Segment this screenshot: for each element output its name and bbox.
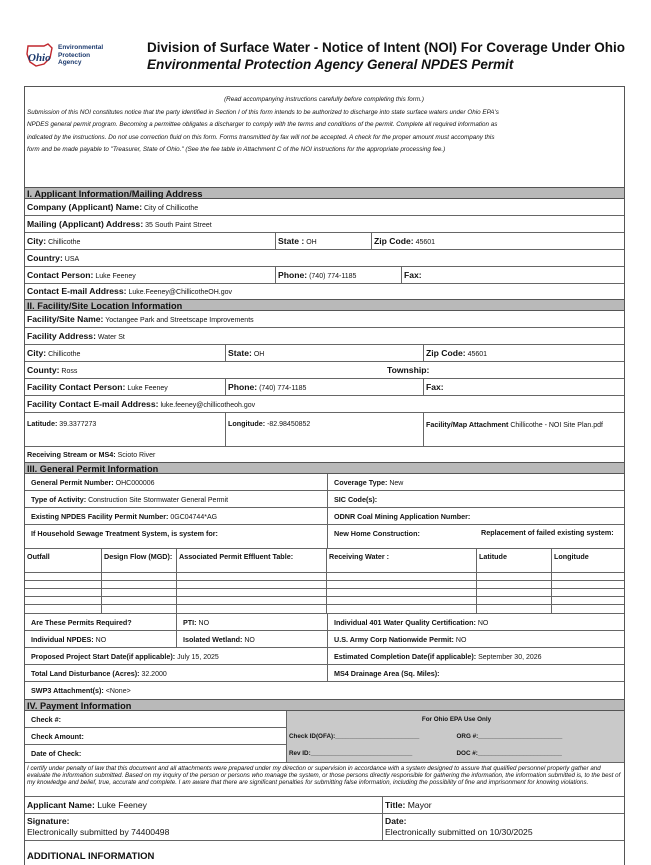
ms4-area-label: MS4 Drainage Area (Sq. Miles): [334,669,440,678]
general-permit-label: General Permit Number: [31,478,114,487]
outfall-table-row [25,605,624,614]
page-subtitle: Environmental Protection Agency General NPDES Permit [147,57,514,72]
outfall-col: Outfall [27,552,50,561]
section-payment-heading: IV. Payment Information [25,699,624,711]
facility-city-value: Chillicothe [48,351,81,358]
facility-address-value: Water St [97,334,125,341]
facility-city-row [25,345,624,362]
company-label: Company (Applicant) Name: [27,202,143,212]
phone-label: Phone: [278,270,308,280]
facility-zip-label: Zip Code: [426,348,466,358]
pti-label: PTI: [183,618,197,627]
city-label: City: [27,236,47,246]
completion-date-value: September 30, 2026 [478,654,542,661]
instructions-line: indicated by the instructions. Do not use correction fluid on this form. Forms transmitted by fax will not be accepted. A check for the proper amount must accompany this [27,133,495,141]
odnr-label: ODNR Coal Mining Application Number: [334,512,471,521]
country-label: Country: [27,253,63,263]
facility-state-label: State: [228,348,252,358]
applicant-city-row [25,233,624,250]
section-applicant-heading: I. Applicant Information/Mailing Address [25,187,624,199]
pti-value: NO [198,620,210,627]
applicant-name-value: Luke Feeney [97,800,147,810]
applicant-name-label: Applicant Name: [27,800,95,810]
page-header [0,0,651,86]
county-label: County: [27,365,60,375]
isolated-wetland-value: NO [244,637,255,644]
map-attachment-label: Facility/Map Attachment [426,420,509,429]
fax-label: Fax: [404,270,422,280]
facility-contact-label: Facility Contact Person: [27,382,126,392]
mailing-label: Mailing (Applicant) Address: [27,219,144,229]
outfall-table-row [25,597,624,605]
longitude-col: Longitude [551,549,624,572]
outfall-table-row [25,581,624,589]
logo-line-3: Agency [58,59,82,66]
site-row [25,311,624,328]
army-corp-value: NO [455,637,467,644]
country-row [25,250,624,267]
isolated-wetland-label: Isolated Wetland: [183,635,243,644]
instructions-line: form and be made payable to "Treasurer, State of Ohio." (See the fee table in Attachment C of the NOI instructions for the appropriate processing fee.) [27,146,446,154]
facility-contact-value: Luke Feeney [127,385,168,392]
company-value: City of Chillicothe [144,205,199,212]
existing-permit-row [25,508,624,525]
individual-npdes-row [25,631,624,648]
township-label: Township: [387,365,430,375]
start-date-value: July 15, 2025 [177,654,219,661]
mailing-row [25,216,624,233]
instructions [25,87,624,187]
land-disturbance-label: Total Land Disturbance (Acres): [31,669,140,678]
outfall-table-header [25,549,624,573]
permits-required-row [25,614,624,631]
site-label: Facility/Site Name: [27,314,104,324]
zip-value: 45601 [415,239,436,246]
stream-label: Receiving Stream or MS4: [27,450,116,459]
instructions-note: (Read accompanying instructions carefully before completing this form.) [224,96,424,103]
latitude-col: Latitude [476,549,551,572]
org-field: ORG #:________________________ [456,733,563,740]
outfall-table-row [25,573,624,581]
additional-information-heading: ADDITIONAL INFORMATION [27,851,155,862]
facility-state-value: OH [253,351,265,358]
country-value: USA [64,256,80,263]
stream-row [25,447,624,462]
signature-label: Signature: [27,816,70,826]
effluent-table-col: Associated Permit Effluent Table: [176,549,326,572]
check-number-field: Check #: [25,711,286,728]
land-disturbance-row [25,665,624,682]
noi-form [24,86,625,865]
doc-field: DOC #:________________________ [456,750,562,757]
section-permit-heading: III. General Permit Information [25,462,624,474]
stream-value: Scioto River [117,452,156,459]
ohio-map-icon [22,42,58,70]
email-row [25,284,624,299]
facility-address-row [25,328,624,345]
latitude-label: Latitude: [27,419,58,428]
ind401-label: Individual 401 Water Quality Certification: [334,618,476,627]
activity-label: Type of Activity: [31,495,87,504]
payment-block [25,711,624,763]
facility-email-row [25,396,624,413]
signature-row [25,814,624,841]
email-label: Contact E-mail Address: [27,286,127,296]
activity-row [25,491,624,508]
facility-city-label: City: [27,348,47,358]
permits-required-label: Are These Permits Required? [31,618,132,627]
signature-value: Electronically submitted by 74400498 [27,827,170,837]
hsts-row [25,525,624,549]
receiving-water-col: Receiving Water : [326,549,476,572]
check-date-field: Date of Check: [31,749,82,758]
facility-phone-label: Phone: [228,382,258,392]
existing-permit-value: 0GC04744*AG [170,514,218,521]
existing-permit-label: Existing NPDES Facility Permit Number: [31,512,169,521]
site-value: Yoctangee Park and Streetscape Improvements [105,317,254,324]
coverage-type-value: New [389,480,404,487]
logo-line-1: Environmental [58,44,104,51]
facility-address-label: Facility Address: [27,331,96,341]
facility-zip-value: 45601 [467,351,488,358]
start-date-label: Proposed Project Start Date(if applicable): [31,652,176,661]
ohio-epa-logo [22,42,114,72]
sic-label: SIC Code(s): [334,495,378,504]
check-id-field: Check ID(OFA):________________________ [289,733,420,740]
title-label: Title: [385,800,406,810]
contact-label: Contact Person: [27,270,94,280]
new-home-label: New Home Construction: [334,529,420,538]
title-value: Mayor [407,800,432,810]
epa-use-only-title: For Ohio EPA Use Only [421,716,492,723]
hsts-label: If Household Sewage Treatment System, is system for: [31,529,218,538]
contact-row [25,267,624,284]
county-row [25,362,624,379]
zip-label: Zip Code: [374,236,414,246]
land-disturbance-value: 32.2000 [141,671,167,678]
logo-mark: Ohio [28,52,51,64]
section-facility-heading: II. Facility/Site Location Information [25,299,624,311]
general-permit-value: OHC000006 [115,480,155,487]
rev-id-field: Rev ID:_____________________________ [289,750,413,757]
date-label: Date: [385,816,407,826]
coverage-type-label: Coverage Type: [334,478,388,487]
state-value: OH [306,239,317,246]
applicant-name-row [25,797,624,814]
state-label: State : [278,236,305,246]
city-value: Chillicothe [48,239,81,246]
instructions-line: NPDES general permit program. Becoming a permittee obligates a discharger to comply with the terms and conditions of the permit. Complete all required information as [27,121,498,129]
facility-phone-value: (740) 774-1185 [259,385,307,392]
swp3-value: <None> [105,688,131,695]
longitude-value: -82.98450852 [267,421,311,428]
design-flow-col: Design Flow (MGD): [101,549,176,572]
coordinates-row [25,413,624,447]
phone-value: (740) 774-1185 [309,273,357,280]
activity-value: Construction Site Stormwater General Permit [88,497,229,504]
facility-email-value: luke.feeney@chillicotheoh.gov [160,402,256,409]
swp3-label: SWP3 Attachment(s): [31,686,104,695]
contact-value: Luke Feeney [95,273,136,280]
facility-contact-row [25,379,624,396]
facility-email-label: Facility Contact E-mail Address: [27,399,159,409]
facility-fax-label: Fax: [426,382,444,392]
outfall-table-row [25,589,624,597]
general-permit-row [25,474,624,491]
replacement-label: Replacement of failed existing system: [481,528,614,537]
army-corp-label: U.S. Army Corp Nationwide Permit: [334,635,454,644]
epa-use-only-block [286,711,624,762]
company-row [25,199,624,216]
completion-date-label: Estimated Completion Date(if applicable): [334,652,477,661]
swp3-row [25,682,624,699]
longitude-label: Longitude: [228,419,266,428]
check-amount-field: Check Amount: [25,728,286,745]
mailing-value: 35 South Paint Street [145,222,212,229]
county-value: Ross [61,368,78,375]
project-dates-row [25,648,624,665]
date-value: Electronically submitted on 10/30/2025 [385,827,533,837]
page-title: Division of Surface Water - Notice of Intent (NOI) For Coverage Under Ohio [147,40,626,55]
individual-npdes-label: Individual NPDES: [31,635,94,644]
ind401-value: NO [477,620,489,627]
map-attachment-link[interactable]: Chillicothe - NOI Site Plan.pdf [510,422,603,429]
logo-line-2: Protection [58,51,91,59]
certification-statement: I certify under penalty of law that this document and all attachments were prepared under my direction or supervision in accordance with a system designed to assure that qualified personnel properly gather and evaluate the information submitted. Based on my inquiry of the person or persons who manage the system, or those persons directly responsible for gathering the information, the information submitted is, to the best of my knowledge and belief, true, accurate and complete. I am aware that there are significant penalties for submitting false information, including the possibility of fine and imprisonment for knowing violations. [25,763,624,797]
email-value: Luke.Feeney@ChillicotheOH.gov [128,289,233,296]
individual-npdes-value: NO [95,637,107,644]
latitude-value: 39.3377273 [59,421,97,428]
instructions-line: Submission of this NOI constitutes notice that the party identified in Section I of this form intends to be authorized to discharge into state surface waters under Ohio EPA's [27,108,499,116]
